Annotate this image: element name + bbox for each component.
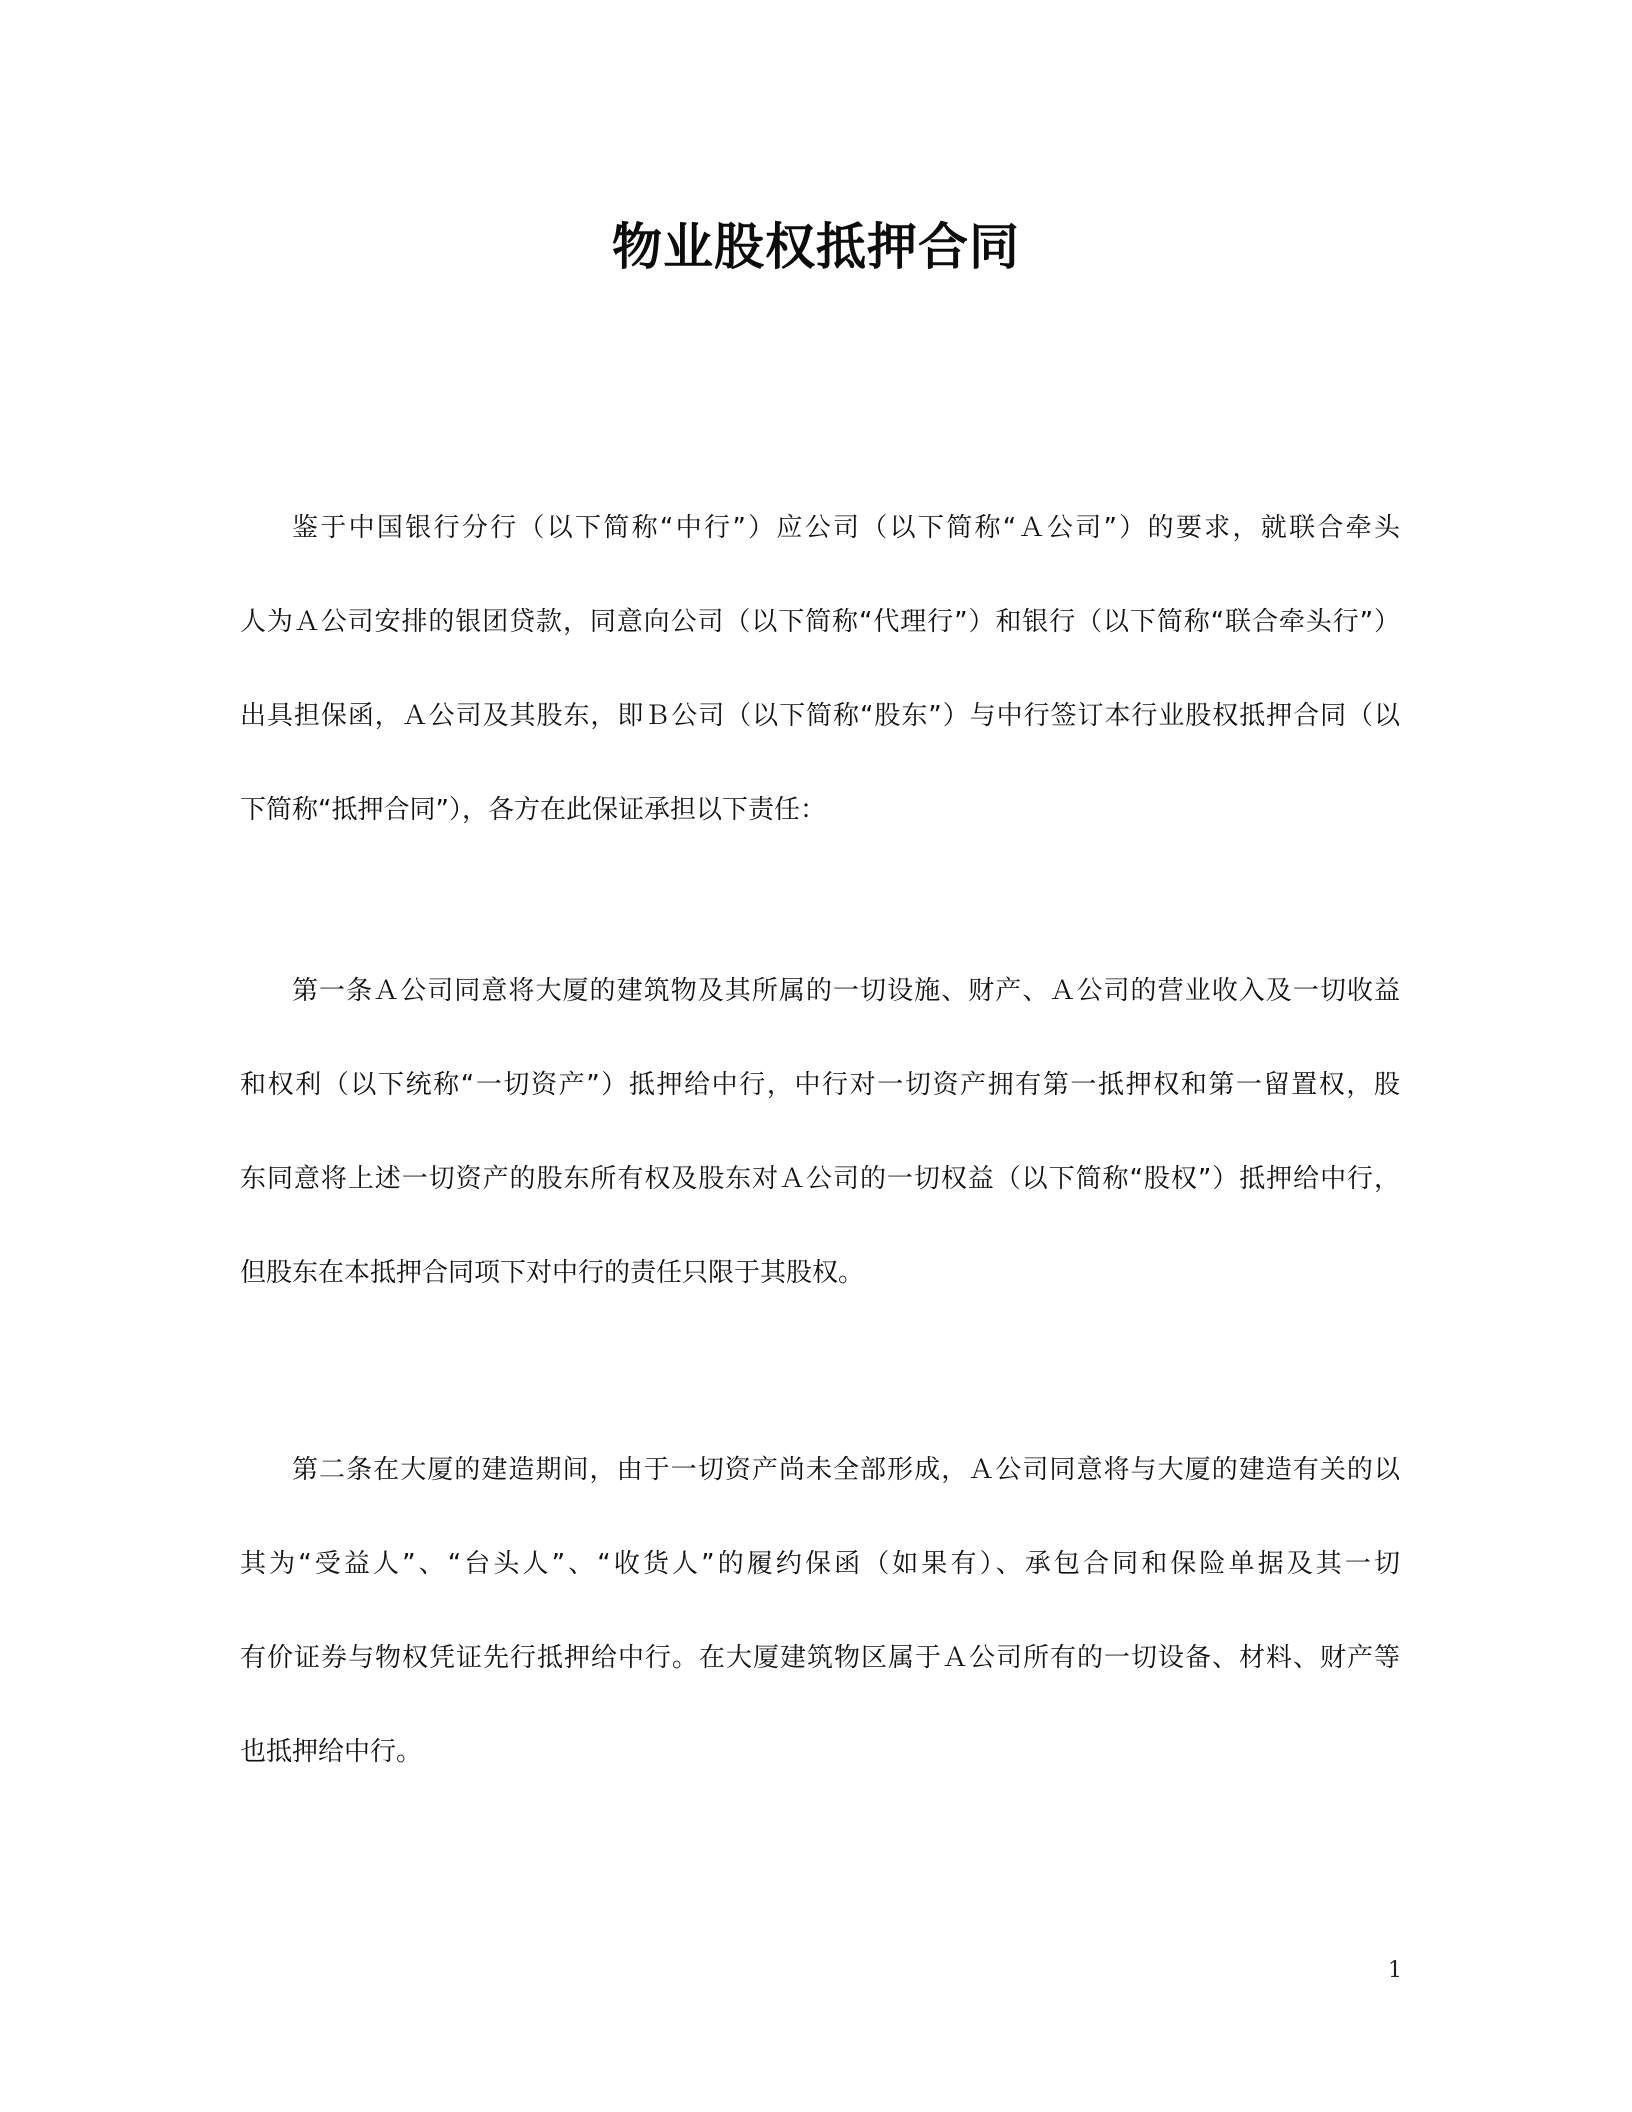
paragraph-preamble xyxy=(240,481,1400,857)
paragraph-line: 和权利（以下统称“一切资产”）抵押给中行，中行对一切资产拥有第一抵押权和第一留置权，股 xyxy=(240,1070,1400,1100)
paragraph-line: 其为“受益人”、“台头人”、“收货人”的履约保函（如果有）、承包合同和保险单据及其一切 xyxy=(240,1549,1400,1579)
paragraph-line: 鉴于中国银行分行（以下简称“中行”）应公司（以下简称“Ａ公司”）的要求，就联合牵头 xyxy=(292,513,1400,543)
paragraph-line: 出具担保函，Ａ公司及其股东，即Ｂ公司（以下简称“股东”）与中行签订本行业股权抵押合同（以 xyxy=(240,701,1400,731)
paragraph-line: 第二条在大厦的建造期间，由于一切资产尚未全部形成，Ａ公司同意将与大厦的建造有关的以 xyxy=(292,1455,1400,1485)
document-title: 物业股权抵押合同 xyxy=(612,218,1020,276)
paragraph-line: 东同意将上述一切资产的股东所有权及股东对Ａ公司的一切权益（以下简称“股权”）抵押给中行， xyxy=(240,1164,1400,1194)
paragraph-line: 有价证券与物权凭证先行抵押给中行。在大厦建筑物区属于Ａ公司所有的一切设备、材料、财产等 xyxy=(240,1643,1400,1673)
paragraph-line: 也抵押给中行。 xyxy=(240,1737,423,1767)
paragraph-line: 但股东在本抵押合同项下对中行的责任只限于其股权。 xyxy=(240,1258,865,1288)
paragraph-article-2 xyxy=(240,1423,1400,1799)
paragraph-line: 人为Ａ公司安排的银团贷款，同意向公司（以下简称“代理行”）和银行（以下简称“联合牵头行”） xyxy=(240,607,1400,637)
paragraph-line: 第一条Ａ公司同意将大厦的建筑物及其所属的一切设施、财产、Ａ公司的营业收入及一切收益 xyxy=(292,976,1400,1006)
paragraph-article-1 xyxy=(240,944,1400,1320)
page-number: 1 xyxy=(1388,1958,1402,1983)
paragraph-line: 下简称“抵押合同”），各方在此保证承担以下责任： xyxy=(240,795,826,825)
